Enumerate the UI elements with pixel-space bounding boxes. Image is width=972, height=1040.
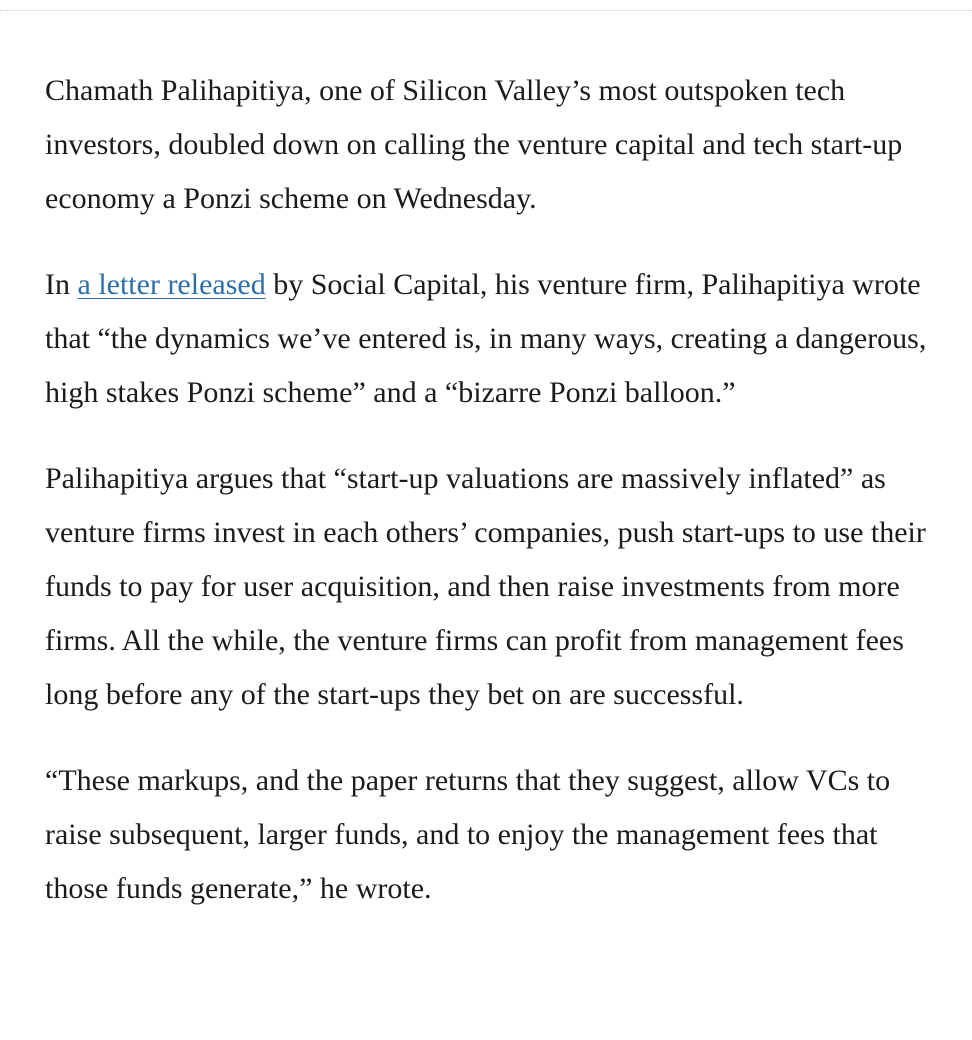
paragraph-text: In bbox=[45, 268, 78, 301]
article-paragraph-1: Chamath Palihapitiya, one of Silicon Valley’s most outspoken tech investors, doubled down on calling the venture capital and tech start-up economy a Ponzi scheme on Wednesday. bbox=[45, 74, 903, 215]
top-divider bbox=[0, 10, 972, 11]
article-body bbox=[45, 64, 945, 948]
article-paragraph-2 bbox=[45, 258, 945, 420]
article-paragraph-4: “These markups, and the paper returns that they suggest, allow VCs to raise subsequent, larger funds, and to enjoy the management fees that those funds generate,” he wrote. bbox=[45, 764, 891, 905]
paragraph-text: by Social Capital, his venture firm, Palihapitiya wrote that “the dynamics we’ve entered is, in many ways, creating a dangerous, high stakes Ponzi scheme” and a “bizarre Ponzi balloon.” bbox=[45, 268, 927, 409]
article-paragraph-3: Palihapitiya argues that “start-up valuations are massively inflated” as venture firms invest in each others’ companies, push start-ups to use their funds to pay for user acquisition, and then raise investments from more firms. All the while, the venture firms can profit from management fees long before any of the start-ups they bet on are successful. bbox=[45, 462, 926, 711]
letter-released-link[interactable]: a letter released bbox=[77, 268, 266, 301]
